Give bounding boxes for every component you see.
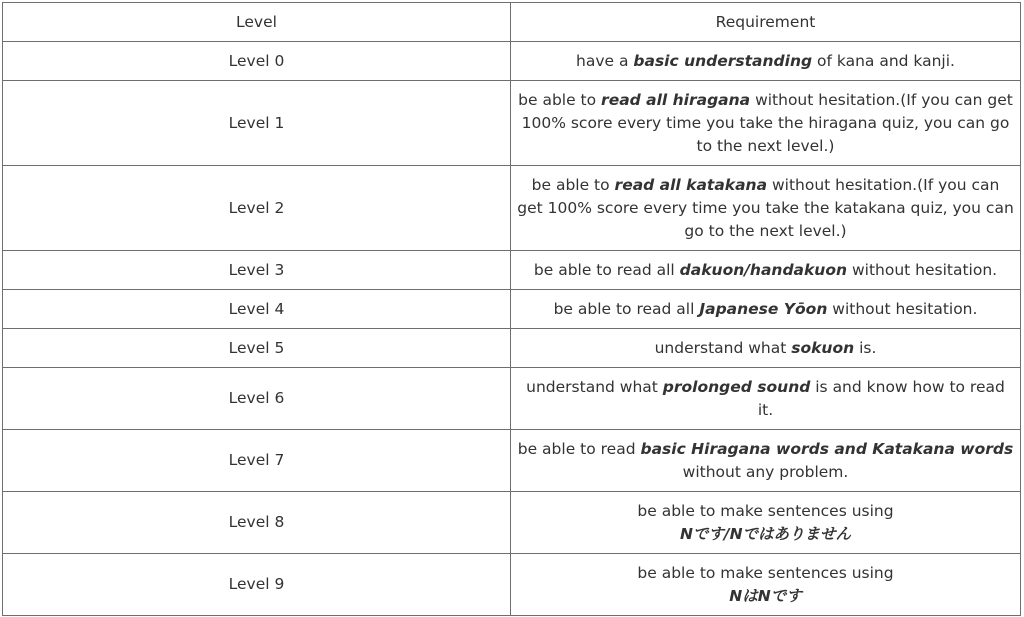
level-cell: Level 2 (3, 166, 511, 251)
table-row (3, 166, 1021, 251)
table-row (3, 492, 1021, 554)
level-cell: Level 7 (3, 430, 511, 492)
requirement-emphasis: Japanese Yōon (699, 299, 828, 318)
table-row (3, 290, 1021, 329)
requirement-cell (511, 166, 1021, 251)
requirement-cell (511, 42, 1021, 81)
level-cell: Level 8 (3, 492, 511, 554)
table-row (3, 430, 1021, 492)
requirement-text: have a (576, 51, 634, 70)
requirement-text: of kana and kanji. (812, 51, 955, 70)
requirement-text: be able to make sentences using (637, 501, 894, 520)
requirement-text: without hesitation.(If you can get 100% score every time you take the katakana quiz, you can go to the next level.) (517, 175, 1014, 240)
requirement-text: without hesitation. (847, 260, 998, 279)
requirement-text: be able to read all (533, 260, 680, 279)
requirement-cell (511, 492, 1021, 554)
level-cell: Level 0 (3, 42, 511, 81)
requirement-emphasis: sokuon (791, 338, 855, 357)
level-cell: Level 4 (3, 290, 511, 329)
requirement-emphasis: read all katakana (614, 175, 768, 194)
requirement-emphasis: basic Hiragana words and Katakana words (640, 439, 1014, 458)
requirement-text: be able to (531, 175, 615, 194)
requirement-emphasis: prolonged sound (662, 377, 811, 396)
requirement-emphasis: NはNです (729, 586, 802, 605)
requirement-emphasis: read all hiragana (601, 90, 751, 109)
requirement-column-header: Requirement (511, 3, 1021, 42)
level-cell: Level 6 (3, 368, 511, 430)
level-cell: Level 9 (3, 554, 511, 616)
requirement-text: without hesitation.(If you can get 100% score every time you take the hiragana quiz, you can go to the next level.) (521, 90, 1013, 155)
levels-requirements-table (2, 2, 1021, 616)
table-row (3, 329, 1021, 368)
requirement-cell (511, 81, 1021, 166)
requirement-cell (511, 368, 1021, 430)
requirement-cell (511, 290, 1021, 329)
requirement-cell (511, 329, 1021, 368)
level-cell: Level 5 (3, 329, 511, 368)
requirement-text: be able to make sentences using (637, 563, 894, 582)
requirement-text: understand what (526, 377, 663, 396)
requirement-text: be able to read all (553, 299, 700, 318)
requirement-cell (511, 554, 1021, 616)
table-row (3, 81, 1021, 166)
level-column-header: Level (3, 3, 511, 42)
requirement-text: understand what (654, 338, 792, 357)
level-cell: Level 3 (3, 251, 511, 290)
requirement-text: without hesitation. (827, 299, 978, 318)
requirement-emphasis: Nです/Nではありません (679, 524, 852, 543)
table-row (3, 368, 1021, 430)
requirement-emphasis: basic understanding (633, 51, 813, 70)
table-row (3, 554, 1021, 616)
requirement-text: is. (854, 338, 877, 357)
table-row (3, 251, 1021, 290)
requirement-cell (511, 251, 1021, 290)
requirement-text: be able to read (517, 439, 641, 458)
level-cell: Level 1 (3, 81, 511, 166)
table-header-row (3, 3, 1021, 42)
table-row (3, 42, 1021, 81)
requirement-text: be able to (518, 90, 602, 109)
requirement-cell (511, 430, 1021, 492)
requirement-text: without any problem. (682, 462, 849, 481)
requirement-text: is and know how to read it. (757, 377, 1005, 419)
requirement-emphasis: dakuon/handakuon (679, 260, 848, 279)
